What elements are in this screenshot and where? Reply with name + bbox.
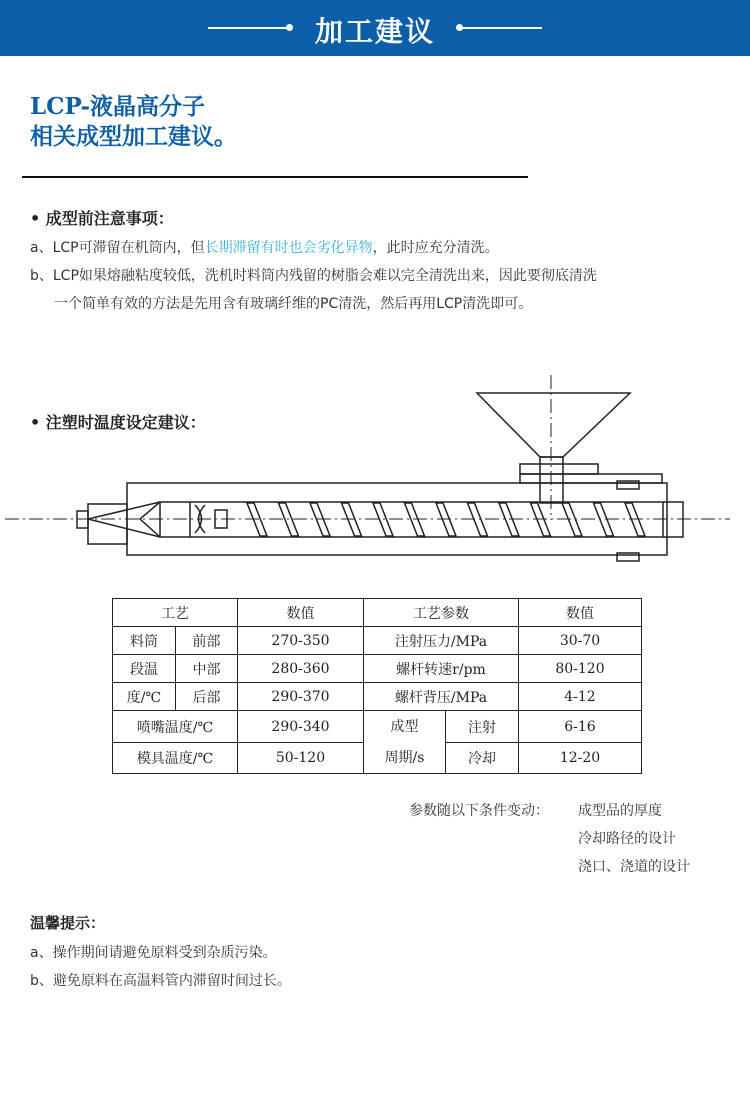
condition-item: 成型品的厚度 <box>578 803 662 819</box>
heading-line2: 相关成型加工建议。 <box>30 123 237 150</box>
table-cell: 喷嘴温度/℃ <box>113 711 238 743</box>
heater-band-top <box>617 481 639 489</box>
table-cell: 12-20 <box>519 743 642 774</box>
table-cell: 料筒 <box>113 627 176 655</box>
condition-item: 浇口、浇道的设计 <box>578 859 690 875</box>
table-cell: 度/℃ <box>113 683 176 711</box>
table-cell: 270-350 <box>238 627 364 655</box>
section-title-temperature: • 注塑时温度设定建议： <box>30 413 206 432</box>
table-header-row <box>113 599 642 627</box>
note-b-line1: b、LCP如果熔融粘度较低，洗机时料筒内残留的树脂会难以完全清洗出来，因此要彻底清洗 <box>30 268 597 284</box>
table-cell: 中部 <box>176 655 238 683</box>
table-cell: 螺杆背压/MPa <box>364 683 519 711</box>
table-cell: 290-340 <box>238 711 364 743</box>
table-cell: 280-360 <box>238 655 364 683</box>
table-cell: 冷却 <box>446 743 519 774</box>
note-a-highlight: 长期滞留有时也会劣化异物 <box>204 240 373 256</box>
note-a-suffix: ，此时应充分清洗。 <box>372 240 499 256</box>
table-cell: 前部 <box>176 627 238 655</box>
table-row <box>113 711 642 743</box>
header-cell: 工艺参数 <box>364 599 519 627</box>
table-cell: 段温 <box>113 655 176 683</box>
conditions-label: 参数随以下条件变动： <box>409 803 549 819</box>
header-cell: 数值 <box>238 599 364 627</box>
header-cell: 工艺 <box>113 599 238 627</box>
table-row <box>113 655 642 683</box>
note-b-line2: 一个简单有效的方法是先用含有玻璃纤维的PC清洗，然后再用LCP清洗即可。 <box>54 296 533 312</box>
section-title-precautions: • 成型前注意事项： <box>30 209 174 228</box>
tip-item: a、操作期间请避免原料受到杂质污染。 <box>30 945 277 961</box>
table-cell: 螺杆转速r/pm <box>364 655 519 683</box>
tip-item: b、避免原料在高温料管内滞留时间过长。 <box>30 973 291 989</box>
note-a-prefix: a、LCP可滞留在机筒内，但 <box>30 240 205 256</box>
table-cell: 模具温度/℃ <box>113 743 238 774</box>
table-cell: 50-120 <box>238 743 364 774</box>
heater-band-bottom <box>617 553 639 561</box>
table-cell: 4-12 <box>519 683 642 711</box>
condition-item: 冷却路径的设计 <box>578 831 676 847</box>
table-cell: 后部 <box>176 683 238 711</box>
cycle-label-cell <box>364 711 446 774</box>
feed-block <box>520 464 598 474</box>
table-cell: 30-70 <box>519 627 642 655</box>
header-cell: 数值 <box>519 599 642 627</box>
banner-title: 加工建议 <box>314 15 435 48</box>
table-cell: 注射 <box>446 711 519 743</box>
table-row <box>113 683 642 711</box>
hopper <box>477 393 630 457</box>
table-cell: 6-16 <box>519 711 642 743</box>
cycle-label-2: 周期/s <box>384 750 425 766</box>
tips-title: 温馨提示： <box>30 914 106 932</box>
cycle-label-1: 成型 <box>390 719 419 735</box>
table-cell: 注射压力/MPa <box>364 627 519 655</box>
table-cell: 290-370 <box>238 683 364 711</box>
table-row <box>113 627 642 655</box>
feed-housing <box>520 474 662 483</box>
heading-line1: LCP-液晶高分子 <box>30 93 206 120</box>
table-cell: 80-120 <box>519 655 642 683</box>
process-parameters-table <box>112 598 642 774</box>
